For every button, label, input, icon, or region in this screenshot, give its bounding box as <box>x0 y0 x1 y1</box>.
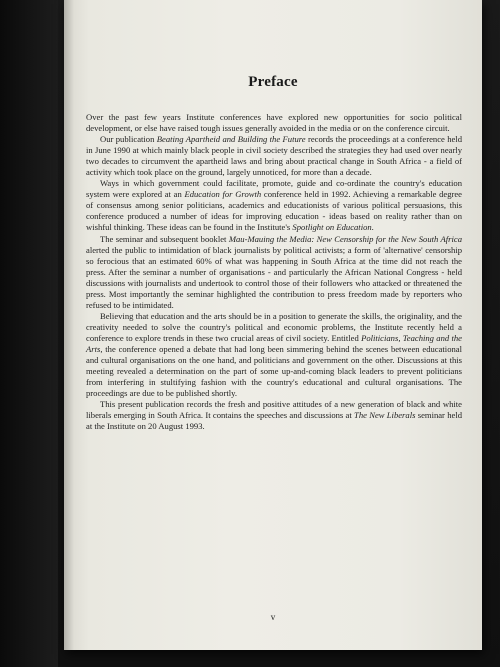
italic-title-text: Spotlight on Education <box>292 222 372 233</box>
paragraph-text: , the conference opened a debate that had long been simmering behind the scenes between educational and cultural organisations on the one hand, and politicians and government on the other. Discussions at this meeting revealed a determination on the part of some up-and-coming black leaders to prevent politicians from interfering in stultifying fashion with the country's educational and cultural organisations. The proceedings are due to be published shortly. <box>86 343 462 399</box>
page-gutter-shadow <box>64 0 74 650</box>
preface-paragraph <box>86 399 462 432</box>
paragraph-text: Ways in which government could facilitate, promote, guide and co-ordinate the country's education system were explored at an <box>86 178 462 200</box>
book-page <box>64 0 482 650</box>
paragraph-text: The seminar and subsequent booklet <box>100 233 229 244</box>
preface-body <box>86 112 462 432</box>
preface-paragraph <box>86 134 462 178</box>
italic-title-text: Beating Apartheid and Building the Future <box>156 134 306 145</box>
page-number: v <box>270 612 276 622</box>
preface-paragraph <box>86 178 462 233</box>
paragraph-text: seminar held at the Institute on 20 August 1993. <box>86 410 463 432</box>
paragraph-text: alerted the public to intimidation of black journalists by political activists; a form of 'alternative' censorship so ferocious that an estimated 60% of what was happening in South Africa at the time did not reach the press. After the seminar a number of organisations - and particularly the African National Congress - held discussions with journalists and undertook to control those of their followers who attacked or threatened the press. Most importantly the seminar highlighted the contribution to press freedom made by reporters who refused to be intimidated. <box>86 244 462 310</box>
paragraph-text: . <box>371 222 374 233</box>
italic-title-text: The New Liberals <box>354 410 416 421</box>
paragraph-text: records the proceedings at a conference held in June 1990 at which mainly black people in civil society described the strategies they had used over nearly two decades to circumvent the apartheid laws and bring about practical change in South Africa - a field of activity which took place on the ground, largely unnoticed, for more than a decade. <box>86 134 462 178</box>
preface-paragraph <box>86 234 462 311</box>
preface-paragraph <box>86 112 462 134</box>
italic-title-text: Mau-Mauing the Media: New Censorship for the New South Africa <box>228 233 463 244</box>
italic-title-text: Politicians, Teaching and the Arts <box>86 332 462 354</box>
paragraph-text: Believing that education and the arts should be in a position to generate the skills, the originality, and the creativity needed to solve the country's political and economic problems, the Institute recently held a conference to explore trends in these two crucial areas of civil society. Entitled <box>86 310 462 343</box>
paragraph-text: Our publication <box>100 134 157 145</box>
page-title: Preface <box>248 74 298 90</box>
paragraph-text: This present publication records the fresh and positive attitudes of a new generation of black and white liberals emerging in South Africa. It contains the speeches and discussions at <box>86 399 462 421</box>
paragraph-text: Over the past few years Institute conferences have explored new opportunities for socio political development, or else have raised tough issues generally avoided in the media or on the conference circuit. <box>86 112 462 134</box>
paragraph-text: conference held in 1992. Achieving a remarkable degree of consensus among senior politicians, academics and educationists of various political persuasions, this conference produced a number of ideas for improving education - ideas based on reality rather than on wishful thinking. These ideas can be found in the Institute's <box>86 189 463 233</box>
italic-title-text: Education for Growth <box>184 189 262 200</box>
preface-paragraph <box>86 311 462 399</box>
book-spine <box>0 0 58 667</box>
